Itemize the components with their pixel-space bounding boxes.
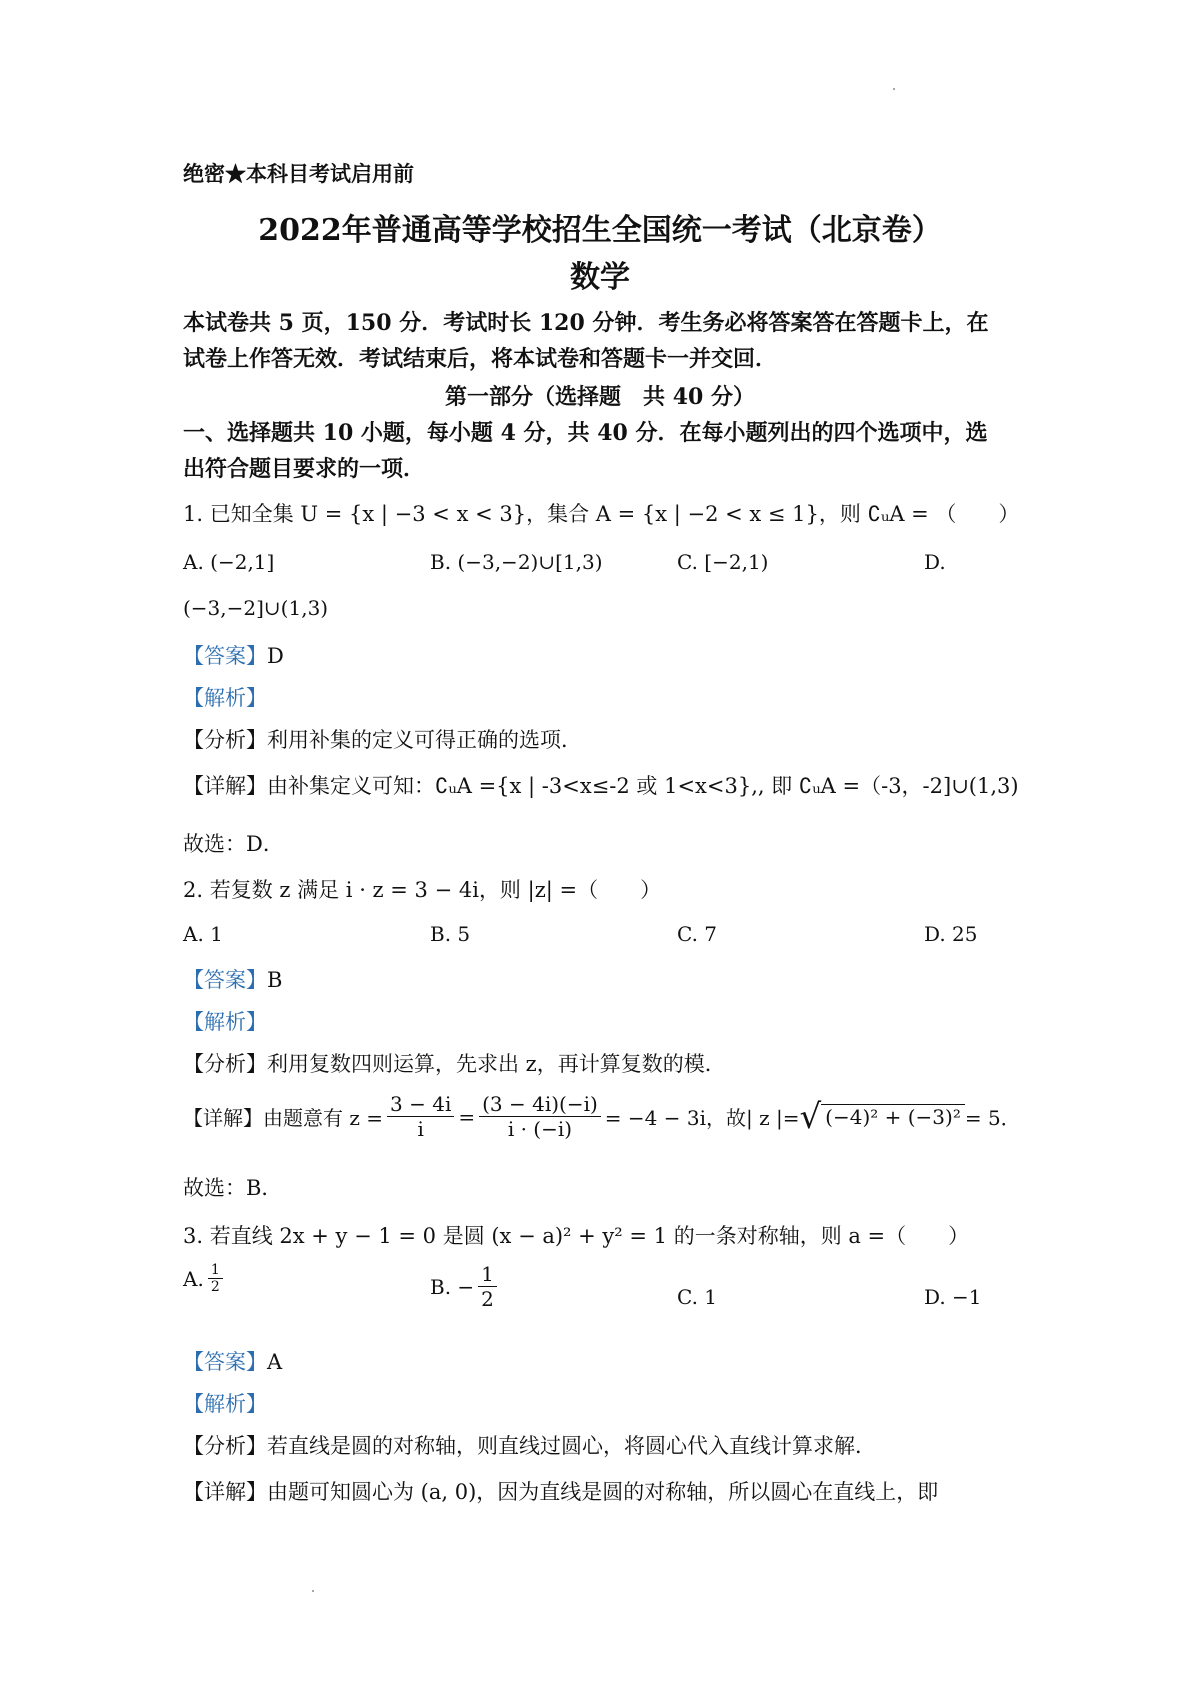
q3-answer-value: A: [267, 1350, 283, 1374]
q2-option-a: A. 1: [183, 922, 223, 946]
q1-conclusion: 故选：D．: [183, 832, 284, 856]
fraction-denominator: 2: [210, 1279, 220, 1295]
q3-option-d: D. −1: [924, 1285, 982, 1309]
q3-option-c: C. 1: [677, 1285, 718, 1309]
equals-sign: =: [458, 1104, 476, 1129]
q2-answer: [183, 964, 282, 994]
q2-fenxi: 【分析】利用复数四则运算，先求出 z，再计算复数的模．: [183, 1052, 726, 1076]
q2-conclusion: 故选：B．: [183, 1176, 283, 1200]
fraction-numerator: 1: [208, 1262, 223, 1279]
intro-line-1: 本试卷共 5 页，150 分．考试时长 120 分钟．考生务必将答案答在答题卡上，在: [183, 310, 989, 336]
scan-speck: [893, 88, 895, 90]
q1-option-a: A. (−2,1]: [183, 550, 275, 574]
q2-option-b: B. 5: [430, 922, 471, 946]
q3-fenxi: 【分析】若直线是圆的对称轴，则直线过圆心，将圆心代入直线计算求解．: [183, 1434, 876, 1458]
fraction-denominator: i: [417, 1117, 424, 1141]
fraction-numerator: 1: [478, 1262, 497, 1287]
q1-option-b: B. (−3,−2)∪[1,3): [430, 550, 603, 574]
q3-option-b: [430, 1262, 501, 1311]
fraction-denominator: 2: [481, 1287, 494, 1311]
q3-option-a-fraction: [208, 1262, 223, 1295]
q2-fraction-1: [387, 1092, 454, 1141]
secret-label: 绝密★本科目考试启用前: [183, 161, 414, 186]
q2-stem: 2. 若复数 z 满足 i · z = 3 − 4i，则 |z| =（ ）: [183, 878, 662, 902]
q3-answer: [183, 1346, 282, 1376]
q1-answer-value: D: [267, 644, 284, 668]
answer-tag: 【答案】: [183, 644, 267, 668]
q1-stem: 1. 已知全集 U = {x | −3 < x < 3}，集合 A = {x | −2 < x ≤ 1}，则 ∁ᵤA = （ ）: [183, 502, 1020, 526]
q2-fraction-2: [479, 1092, 601, 1141]
fraction-numerator: 3 − 4i: [387, 1092, 454, 1117]
answer-tag: 【答案】: [183, 968, 267, 992]
q2-answer-value: B: [267, 968, 283, 992]
subject-title: 数学: [570, 260, 630, 295]
option-label: B. −: [430, 1274, 475, 1299]
part1-instruction-1: 一、选择题共 10 小题，每小题 4 分，共 40 分．在每小题列出的四个选项中，选: [183, 420, 988, 446]
radical-sign-icon: √: [799, 1096, 822, 1137]
answer-tag: 【答案】: [183, 1350, 267, 1374]
q2-analysis-tag: 【解析】: [183, 1010, 267, 1034]
q1-analysis-tag: 【解析】: [183, 686, 267, 710]
q1-fenxi: 【分析】利用补集的定义可得正确的选项．: [183, 728, 582, 752]
q1-option-c: C. [−2,1): [677, 550, 769, 574]
q2-option-c: C. 7: [677, 922, 718, 946]
q1-option-d-label: D.: [924, 550, 946, 574]
exam-title: 2022年普通高等学校招生全国统一考试（北京卷）: [258, 213, 942, 248]
intro-line-2: 试卷上作答无效．考试结束后，将本试卷和答题卡一并交回．: [183, 346, 778, 372]
q2-option-d: D. 25: [924, 922, 978, 946]
part1-heading: 第一部分（选择题 共 40 分）: [445, 384, 755, 410]
q2-final: = 5．: [964, 1106, 1021, 1130]
scan-speck: [312, 1590, 314, 1592]
q1-option-d-value: (−3,−2]∪(1,3): [183, 596, 329, 620]
fraction-numerator: (3 − 4i)(−i): [479, 1092, 601, 1117]
q3-analysis-tag: 【解析】: [183, 1392, 267, 1416]
q3-xiangjie: 【详解】由题可知圆心为 (a, 0)，因为直线是圆的对称轴，所以圆心在直线上，即: [183, 1480, 939, 1504]
q2-sqrt: [799, 1097, 964, 1137]
q2-xiangjie-prefix: 【详解】由题意有 z =: [183, 1106, 384, 1130]
sqrt-body: (−4)² + (−3)²: [821, 1104, 965, 1129]
option-label: A.: [183, 1266, 204, 1291]
q2-xiangjie: [183, 1092, 1021, 1141]
fraction-denominator: i · (−i): [507, 1117, 573, 1141]
q3-option-a: [183, 1262, 227, 1295]
q1-answer: [183, 640, 284, 670]
q3-stem: 3. 若直线 2x + y − 1 = 0 是圆 (x − a)² + y² = 1 的一条对称轴，则 a =（ ）: [183, 1224, 970, 1248]
q3-option-b-fraction: [478, 1262, 497, 1311]
q1-xiangjie: 【详解】由补集定义可知：∁ᵤA ={x | -3<x≤-2 或 1<x<3},, 即 ∁ᵤA =（-3，-2]∪(1,3): [183, 774, 1019, 798]
q2-result: = −4 − 3i，故| z |=: [604, 1106, 800, 1130]
part1-instruction-2: 出符合题目要求的一项．: [183, 456, 426, 482]
